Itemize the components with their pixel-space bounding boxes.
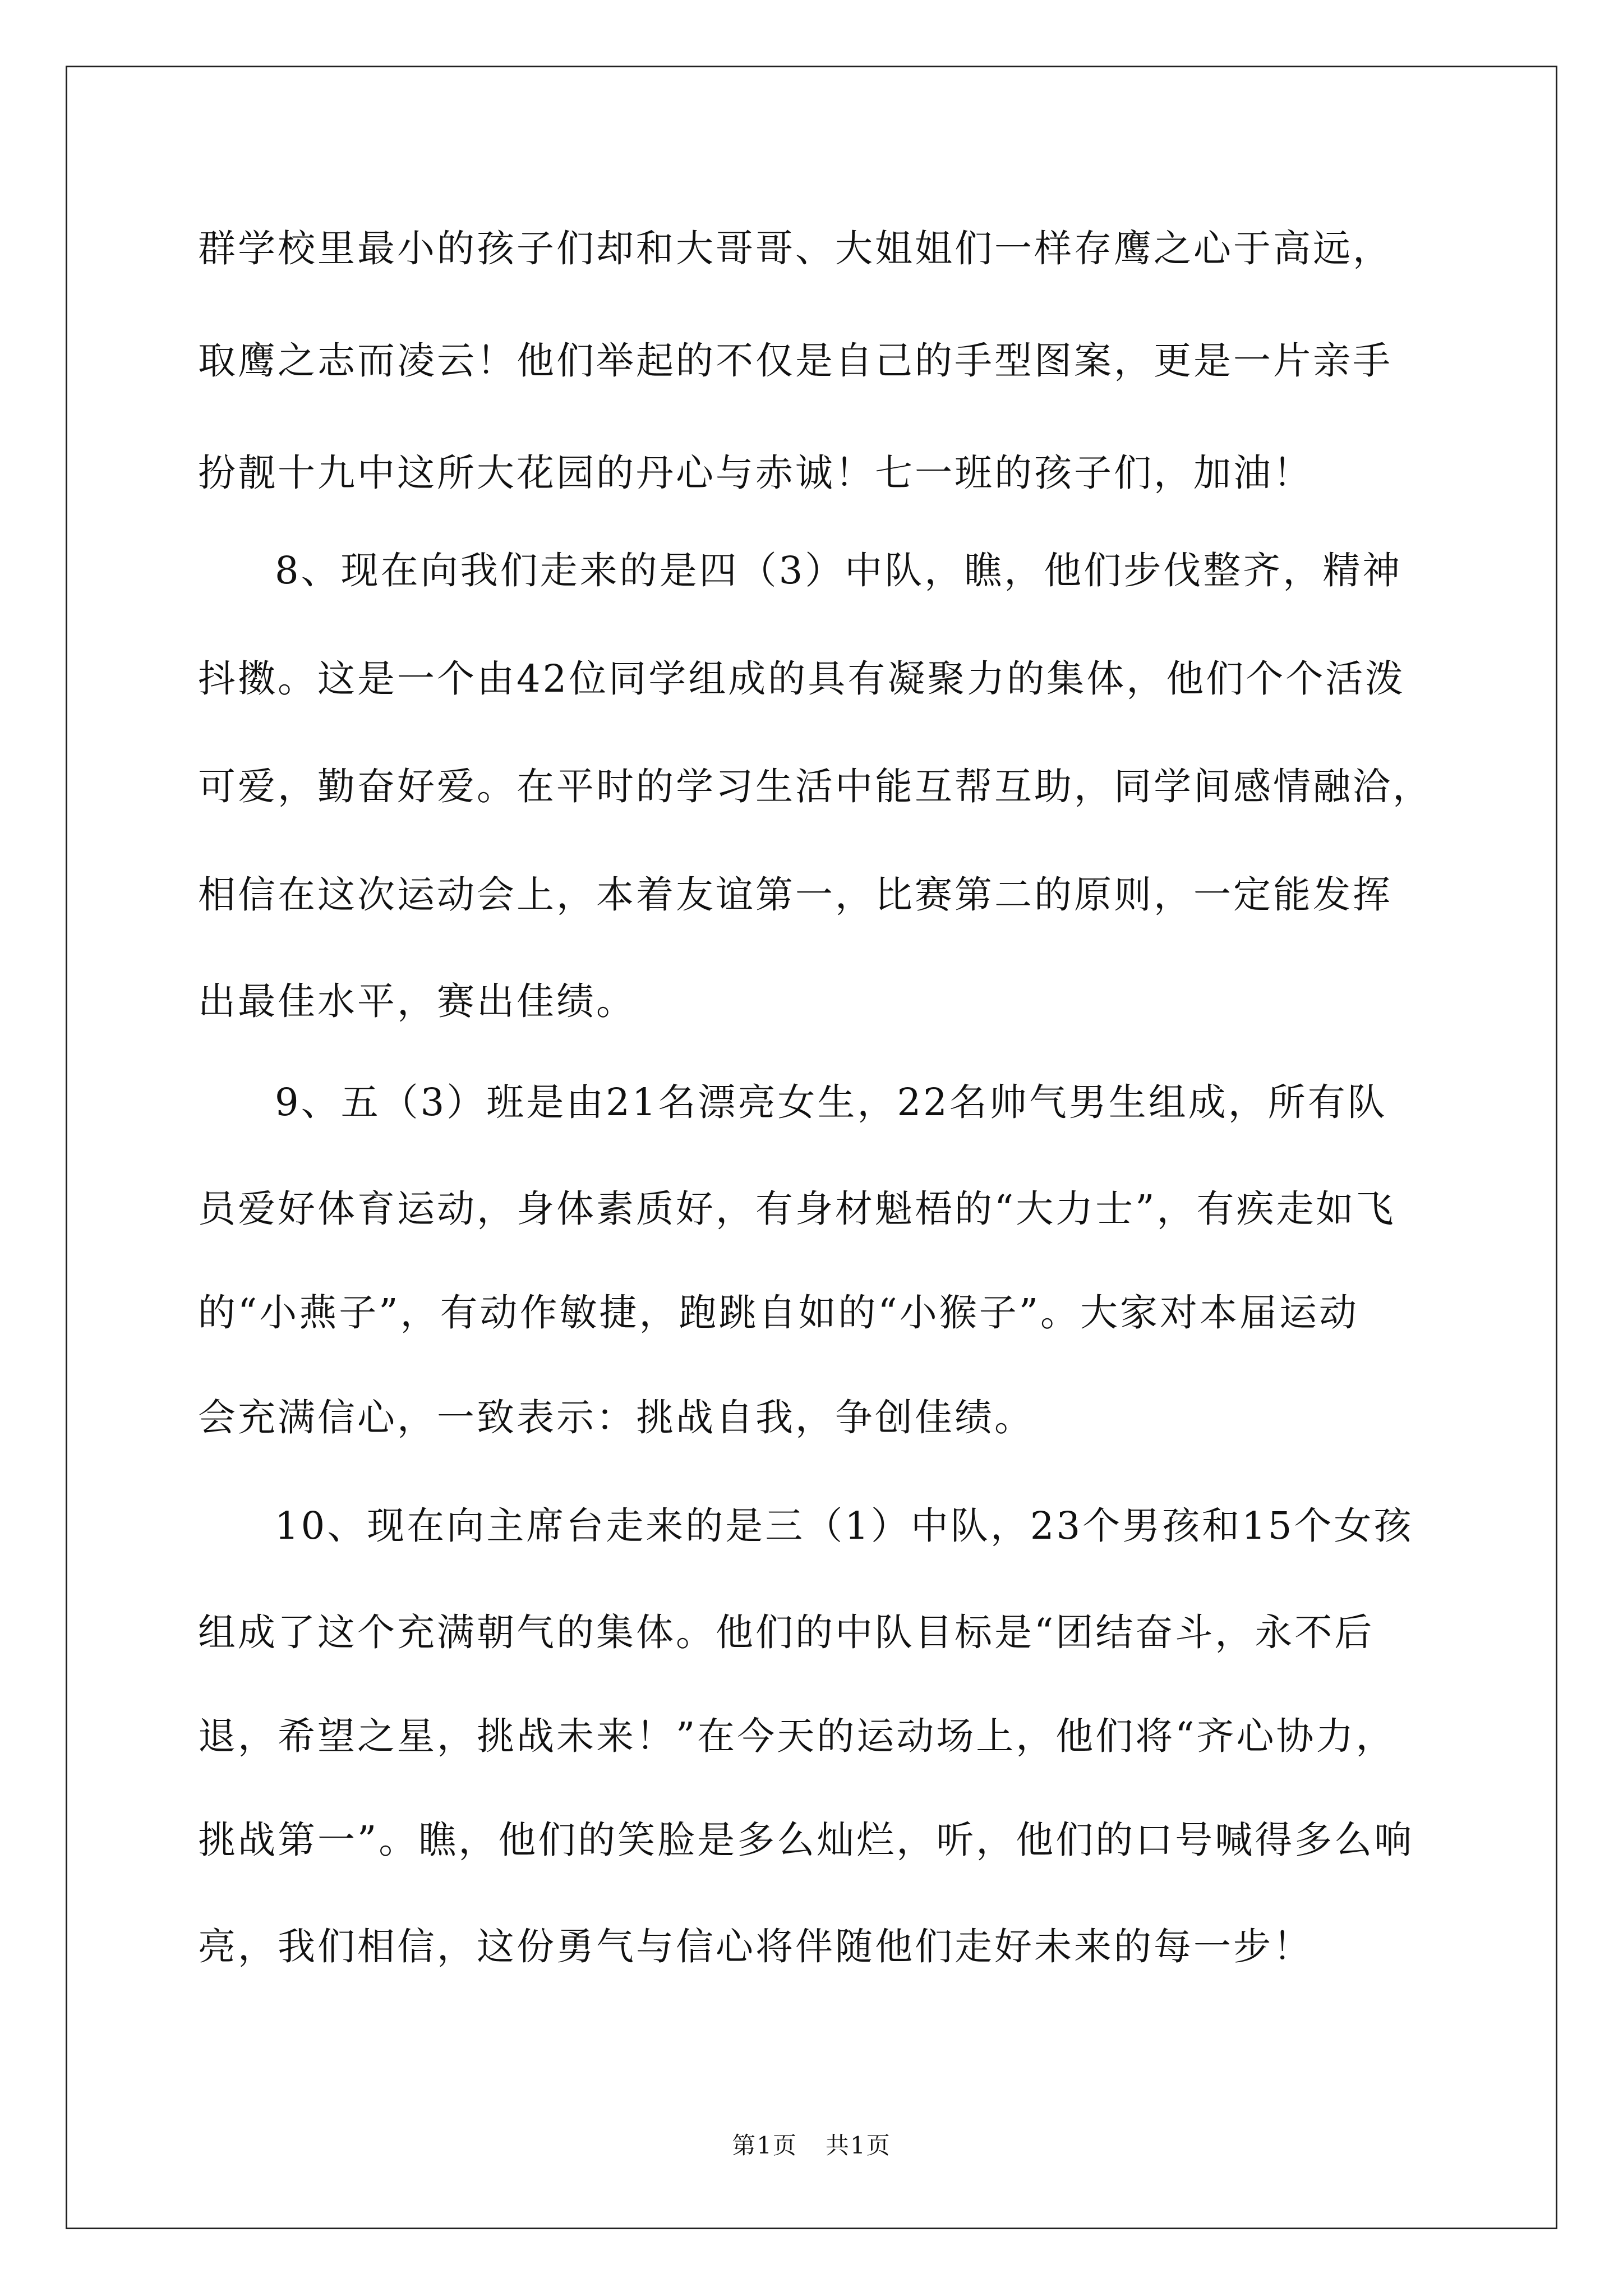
paragraph-8-line-2: 抖擞。这是一个由42位同学组成的具有凝聚力的集体，他们个个活泼	[198, 657, 1405, 701]
paragraph-9-line-3: 的“小燕子”，有动作敏捷，跑跳自如的“小猴子”。大家对本届运动	[198, 1291, 1359, 1335]
paragraph-10-line-3: 退，希望之星，挑战未来！”在今天的运动场上，他们将“齐心协力，	[198, 1714, 1396, 1758]
page-number-current: 第1页	[732, 2132, 797, 2159]
paragraph-10-line-2: 组成了这个充满朝气的集体。他们的中队目标是“团结奋斗，永不后	[198, 1611, 1375, 1654]
paragraph-9-line-1: 9、五（3）班是由21名漂亮女生，22名帅气男生组成，所有队	[275, 1080, 1387, 1124]
paragraph-8-line-3: 可爱，勤奋好爱。在平时的学习生活中能互帮互助，同学间感情融洽，	[198, 765, 1432, 808]
paragraph-10-line-1: 10、现在向主席台走来的是三（1）中队，23个男孩和15个女孩	[275, 1504, 1414, 1548]
page-footer	[0, 2132, 1623, 2160]
paragraph-9-line-2: 员爱好体育运动，身体素质好，有身材魁梧的“大力士”，有疾走如飞	[198, 1187, 1396, 1231]
body-text-line-3: 扮靓十九中这所大花园的丹心与赤诚！七一班的孩子们，加油！	[198, 451, 1313, 495]
paragraph-8-line-5: 出最佳水平，赛出佳绩。	[198, 979, 636, 1023]
page-border	[66, 66, 1557, 2229]
paragraph-10-line-4: 挑战第一”。瞧，他们的笑脸是多么灿烂，听，他们的口号喊得多么响	[198, 1818, 1414, 1862]
body-text-line-2: 取鹰之志而凌云！他们举起的不仅是自己的手型图案，更是一片亲手	[198, 339, 1393, 383]
paragraph-10-line-5: 亮，我们相信，这份勇气与信心将伴随他们走好未来的每一步！	[198, 1925, 1313, 1968]
page-number-total: 共1页	[826, 2132, 891, 2159]
paragraph-9-line-4: 会充满信心，一致表示：挑战自我，争创佳绩。	[198, 1396, 1034, 1439]
paragraph-8-line-1: 8、现在向我们走来的是四（3）中队，瞧，他们步伐整齐，精神	[275, 549, 1403, 592]
body-text-line-1: 群学校里最小的孩子们却和大哥哥、大姐姐们一样存鹰之心于高远，	[198, 227, 1393, 270]
paragraph-8-line-4: 相信在这次运动会上，本着友谊第一，比赛第二的原则，一定能发挥	[198, 873, 1393, 917]
